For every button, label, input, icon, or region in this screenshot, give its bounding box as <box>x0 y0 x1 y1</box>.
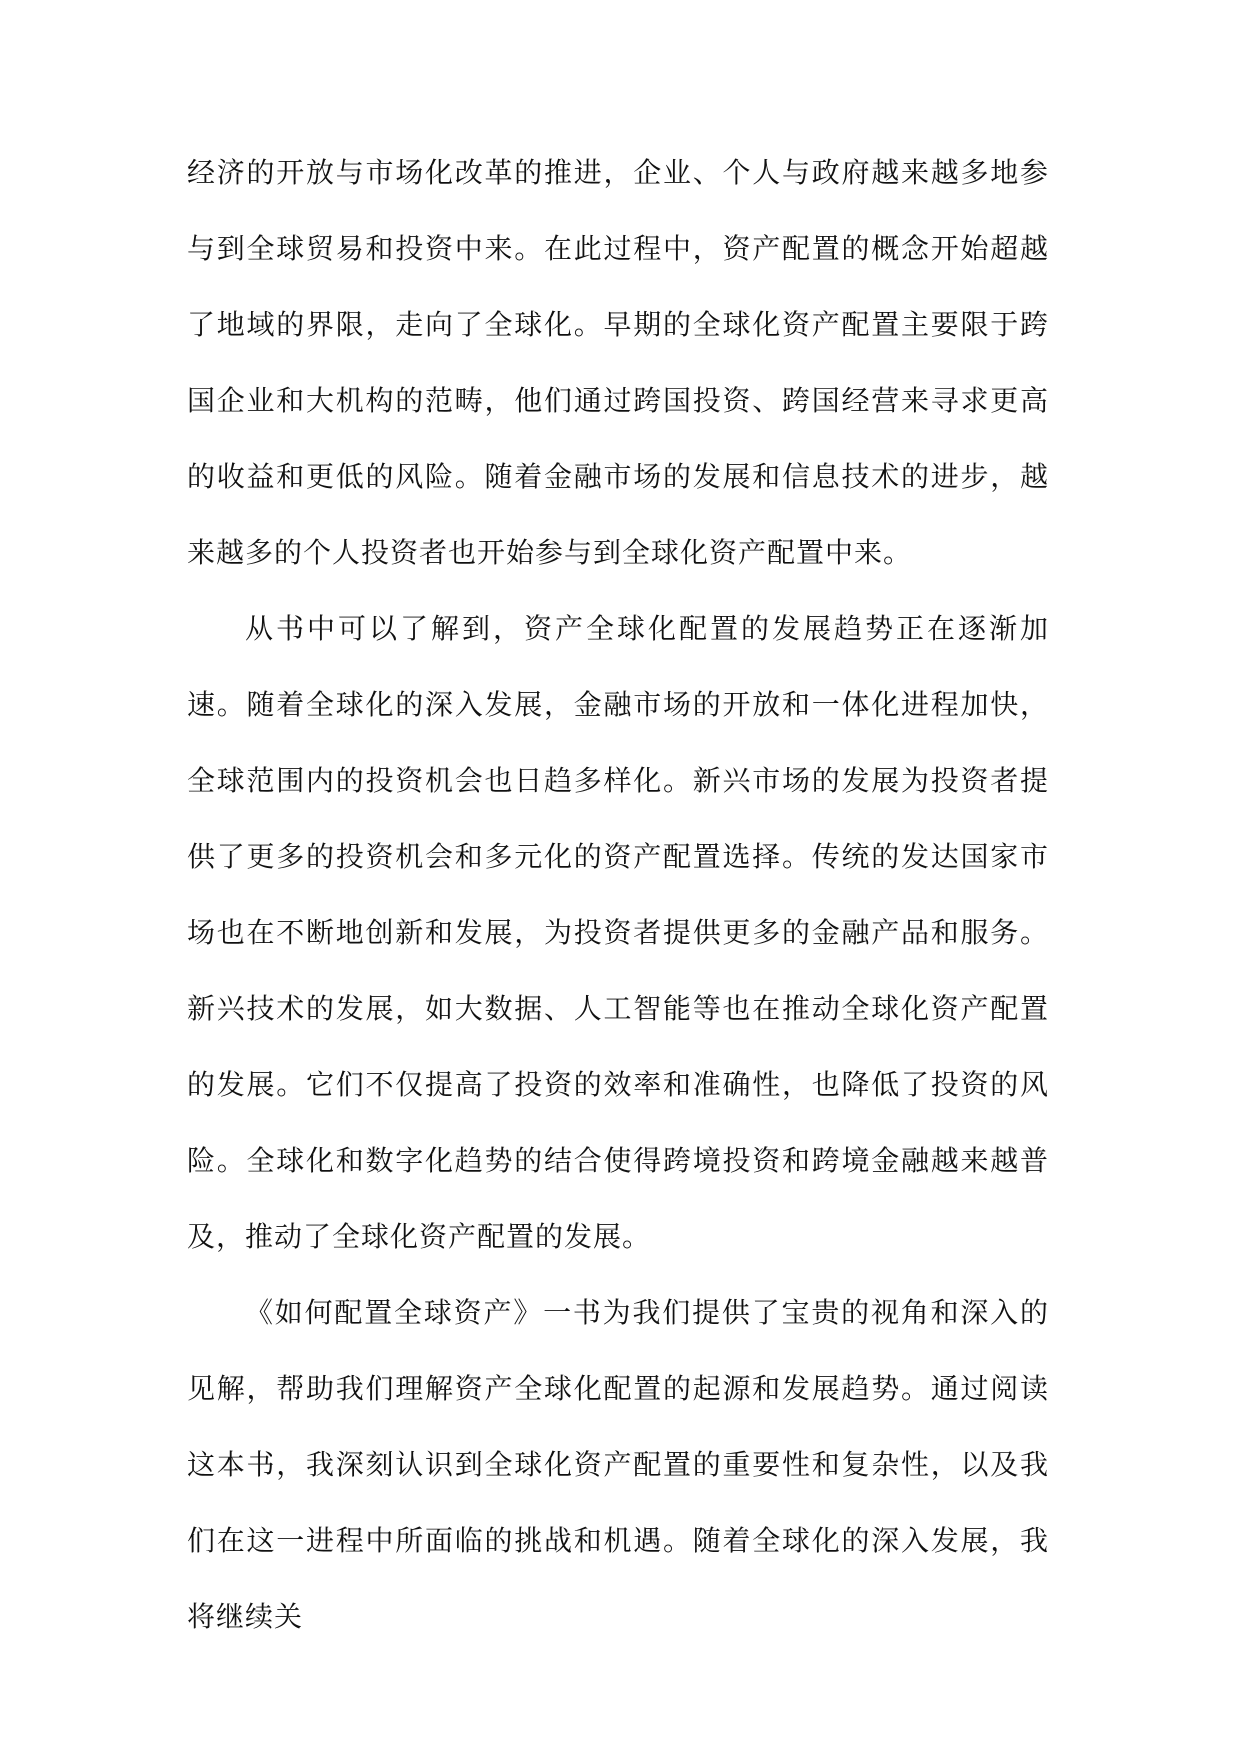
paragraph-2: 从书中可以了解到，资产全球化配置的发展趋势正在逐渐加速。随着全球化的深入发展，金融市场的开放和一体化进程加快，全球范围内的投资机会也日趋多样化。新兴市场的发展为投资者提供了更多的投资机会和多元化的资产配置选择。传统的发达国家市场也在不断地创新和发展，为投资者提供更多的金融产品和服务。新兴技术的发展，如大数据、人工智能等也在推动全球化资产配置的发展。它们不仅提高了投资的效率和准确性，也降低了投资的风险。全球化和数字化趋势的结合使得跨境投资和跨境金融越来越普及，推动了全球化资产配置的发展。 <box>187 612 1049 1253</box>
document-body <box>187 135 1049 1655</box>
paragraph-1: 经济的开放与市场化改革的推进，企业、个人与政府越来越多地参与到全球贸易和投资中来。在此过程中，资产配置的概念开始超越了地域的界限，走向了全球化。早期的全球化资产配置主要限于跨国企业和大机构的范畴，他们通过跨国投资、跨国经营来寻求更高的收益和更低的风险。随着金融市场的发展和信息技术的进步，越来越多的个人投资者也开始参与到全球化资产配置中来。 <box>187 156 1049 569</box>
paragraph-3: 《如何配置全球资产》一书为我们提供了宝贵的视角和深入的见解，帮助我们理解资产全球化配置的起源和发展趋势。通过阅读这本书，我深刻认识到全球化资产配置的重要性和复杂性，以及我们在这一进程中所面临的挑战和机遇。随着全球化的深入发展，我将继续关 <box>187 1296 1049 1633</box>
